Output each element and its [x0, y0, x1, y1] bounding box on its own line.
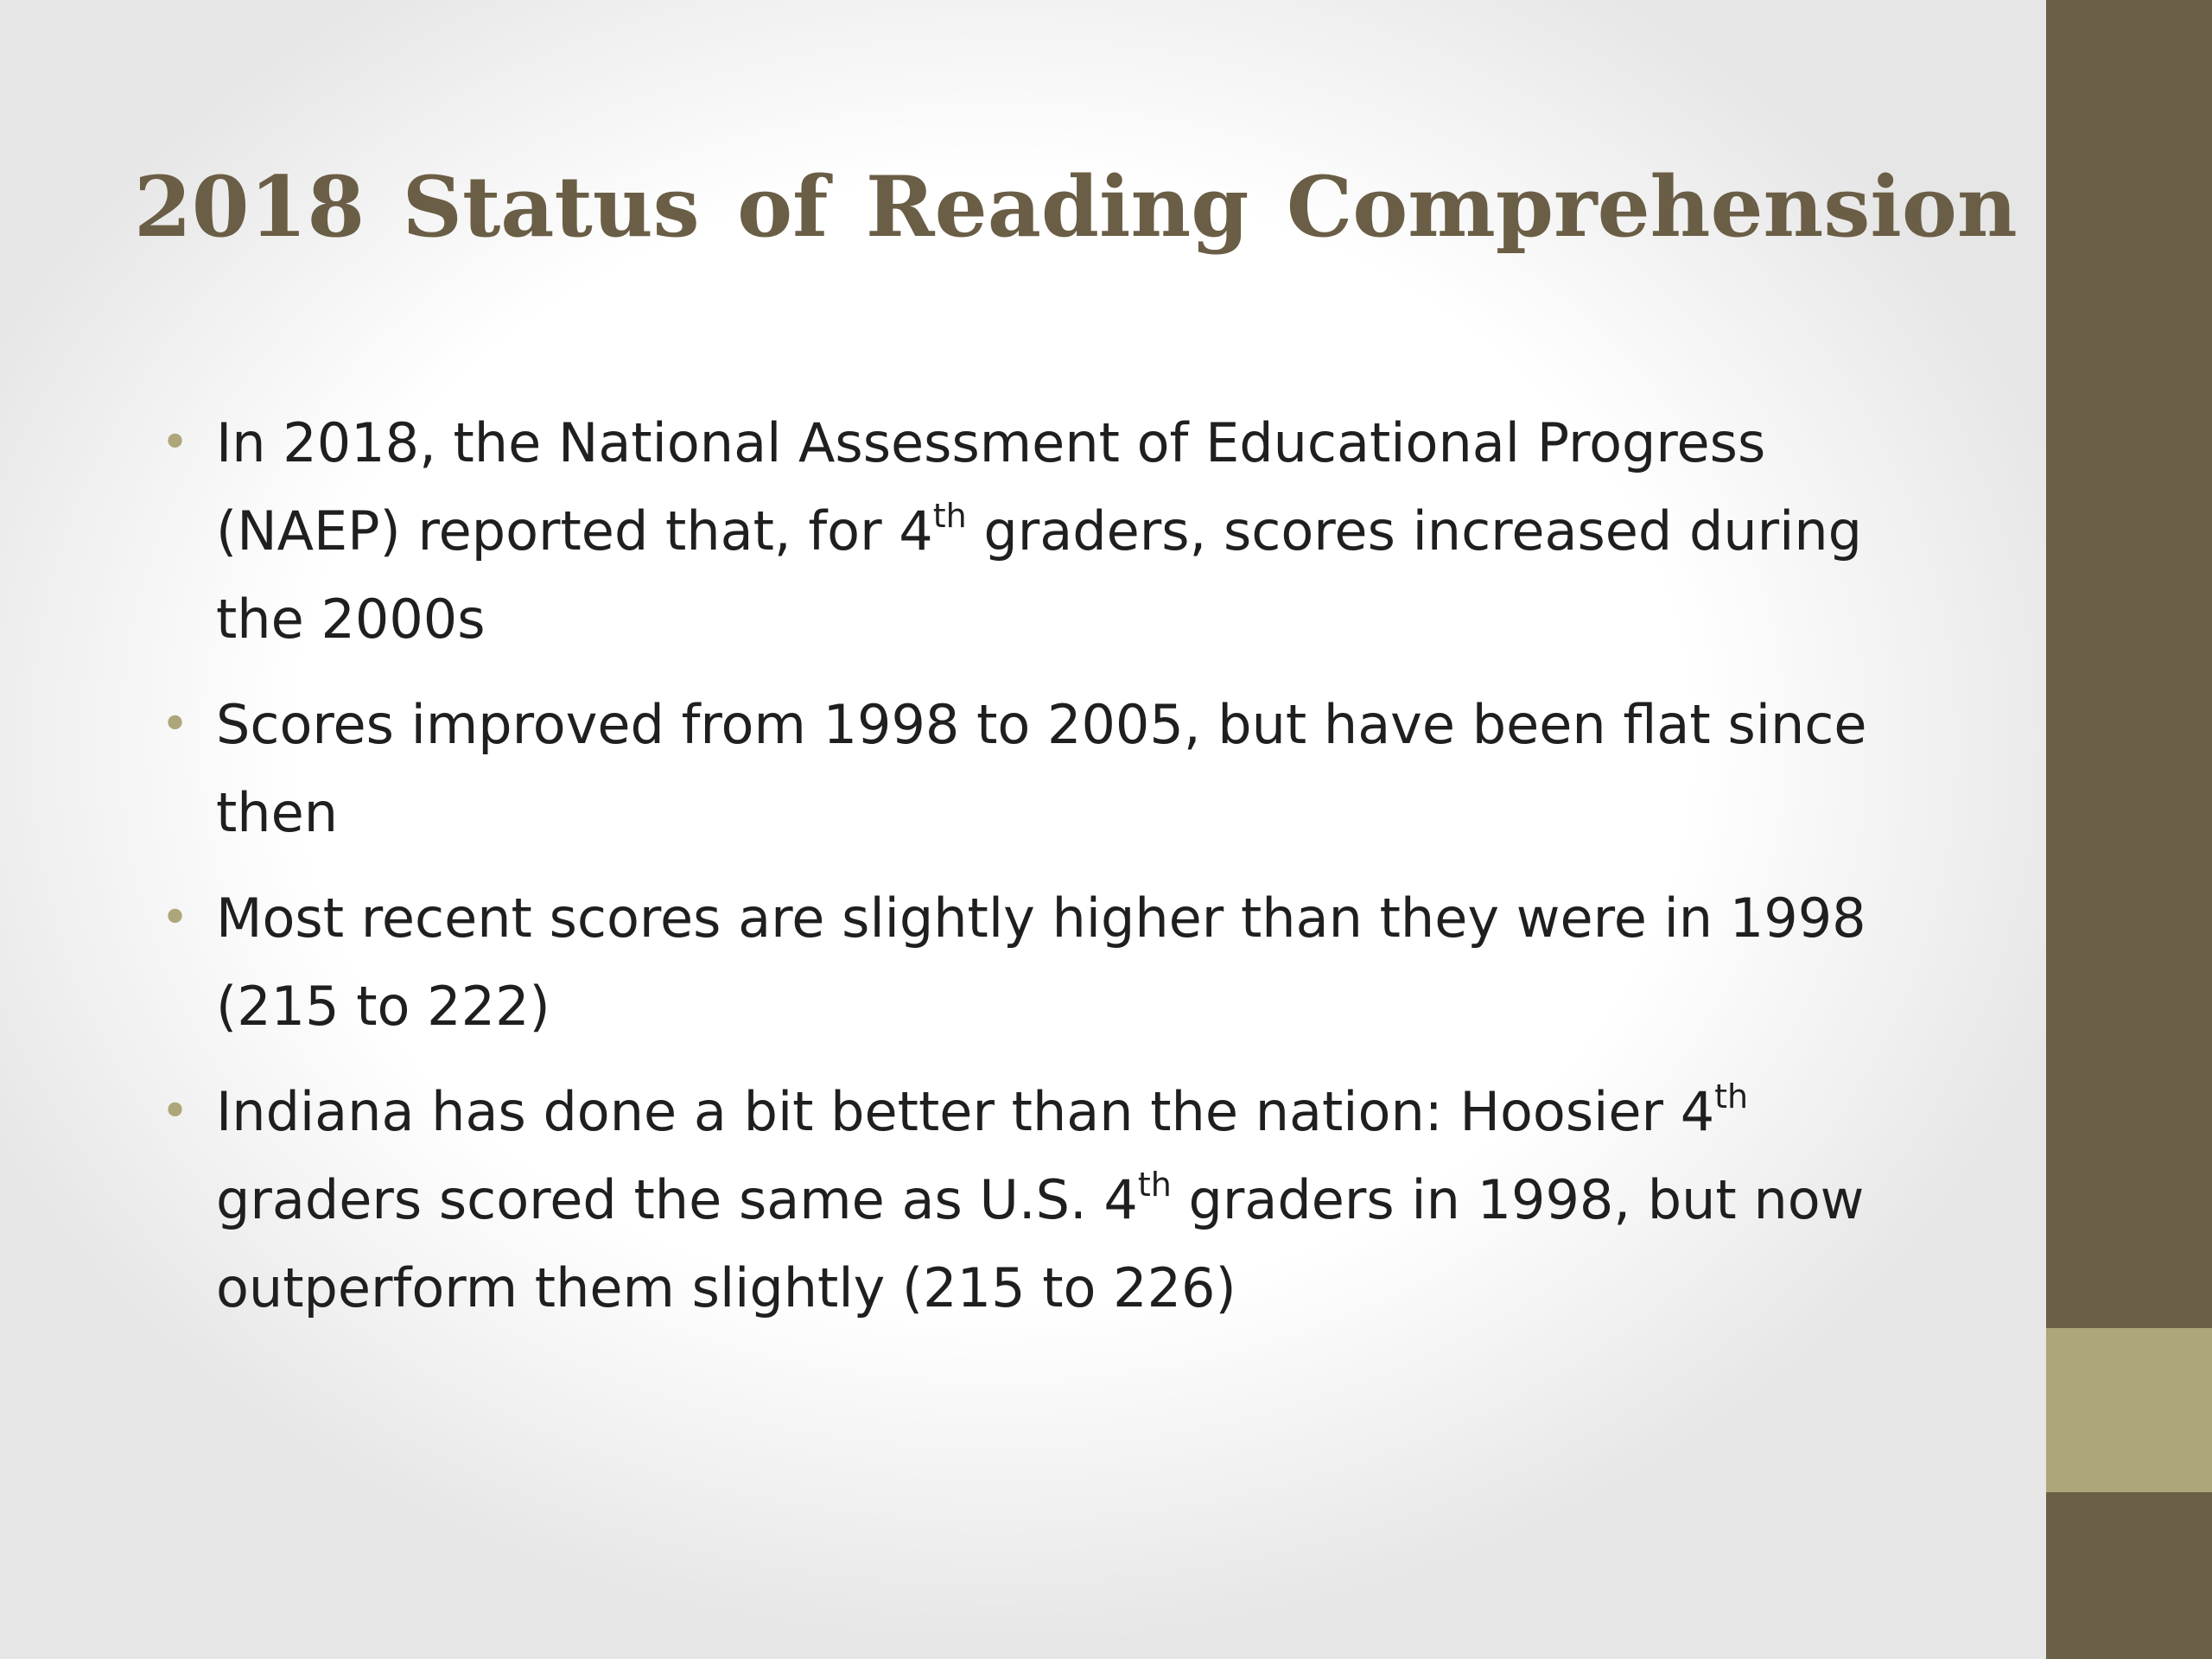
bullet-text: graders, scores increased during the 2000s	[216, 499, 1862, 651]
bullet-text: graders in 1998, but now outperform them slightly (215 to 226)	[216, 1168, 1865, 1319]
bullet-item-3	[156, 874, 1961, 1051]
bullet-list	[156, 399, 1961, 1350]
bullet-text: Indiana has done a bit better than the nation: Hoosier 4	[216, 1080, 1715, 1143]
ordinal-superscript: th	[932, 497, 967, 535]
bullet-text: Scores improved from 1998 to 2005, but have been flat since then	[216, 693, 1867, 844]
bullet-marker: •	[161, 415, 190, 471]
bullet-item-4	[156, 1068, 1961, 1332]
side-accent-decoration	[2046, 1328, 2212, 1492]
bullet-item-1	[156, 399, 1961, 664]
ordinal-superscript: th	[1714, 1077, 1749, 1116]
bullet-marker: •	[161, 890, 190, 946]
bullet-text: Most recent scores are slightly higher than they were in 1998 (215 to 222)	[216, 887, 1866, 1038]
ordinal-superscript: th	[1137, 1166, 1172, 1204]
bullet-item-2	[156, 681, 1961, 857]
bullet-text: In 2018, the National Assessment of Educational Progress (NAEP) reported that, for 4	[216, 411, 1766, 563]
slide-title: 2018 Status of Reading Comprehension	[134, 158, 2018, 256]
bullet-marker: •	[161, 1084, 190, 1140]
bullet-marker: •	[161, 696, 190, 753]
bullet-text: graders scored the same as U.S. 4	[216, 1168, 1138, 1231]
